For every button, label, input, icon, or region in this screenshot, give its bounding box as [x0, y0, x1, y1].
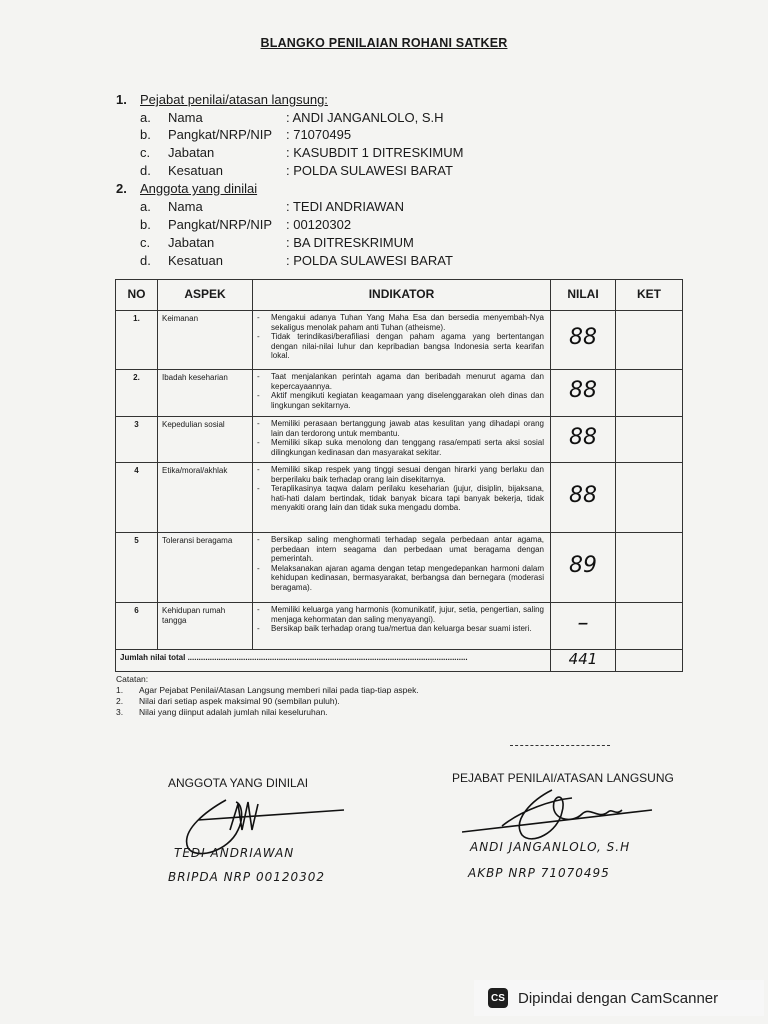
header-no: NO [116, 280, 158, 311]
row-label: Jabatan [168, 235, 215, 250]
note-item [116, 707, 419, 718]
notes-heading: Catatan: [116, 674, 149, 684]
row-letter: c. [140, 145, 151, 160]
row-number: 1. [116, 311, 158, 370]
header-indikator: INDIKATOR [253, 280, 551, 311]
row-number: 4 [116, 463, 158, 533]
table-row [116, 417, 683, 463]
indikator-text: Teraplikasinya taqwa dalam perilaku keseharian (jujur, disiplin, bijaksana, hati-hati dalam bertindak, tidak banyak bicara tapi banyak bekerja, tidak menyakiti orang lain dan tidak suka mengadu domba. [271, 484, 544, 513]
section-2-heading [116, 181, 257, 196]
section-1-heading [116, 92, 328, 107]
row-value: : POLDA SULAWESI BARAT [286, 163, 453, 178]
dashed-line [510, 745, 610, 746]
bullet-dash: - [257, 484, 260, 494]
row-label: Jabatan [168, 145, 215, 160]
indikator-item [257, 419, 544, 438]
table-row [116, 370, 683, 417]
row-value: : KASUBDIT 1 DITRESKIMUM [286, 145, 464, 160]
bullet-dash: - [257, 605, 260, 614]
indikator-text: Melaksanakan ajaran agama dengan tetap mengedepankan harmoni dalam kehidupan kedinasan, bermasyarakat, berbangsa dan bernegara (moderasi beragama). [271, 563, 544, 592]
section-2-number: 2. [116, 181, 127, 196]
note-number: 3. [116, 707, 124, 717]
assessment-table [115, 279, 683, 672]
row-aspek: Toleransi beragama [158, 533, 253, 603]
right-signer-id: AKBP NRP 71070495 [468, 866, 610, 880]
bullet-dash: - [257, 391, 260, 401]
indikator-item [257, 391, 544, 410]
row-value: : 00120302 [286, 217, 352, 232]
row-indikator [253, 603, 551, 650]
row-number: 6 [116, 603, 158, 650]
row-nilai [551, 603, 616, 650]
note-text: Agar Pejabat Penilai/Atasan Langsung memberi nilai pada tiap-tiap aspek. [139, 685, 419, 695]
row-number: 3 [116, 417, 158, 463]
row-nilai [551, 533, 616, 603]
bullet-dash: - [257, 419, 260, 428]
note-text: Nilai yang diinput adalah jumlah nilai keseluruhan. [139, 707, 328, 717]
row-letter: d. [140, 163, 151, 178]
table-row [116, 603, 683, 650]
note-item [116, 696, 419, 707]
nilai-handwritten: 88 [569, 482, 597, 508]
row-indikator [253, 311, 551, 370]
note-number: 2. [116, 696, 124, 706]
table-header-row [116, 280, 683, 311]
indikator-text: Memiliki sikap respek yang tinggi sesuai dengan hirarki yang berlaku dan berperilaku baik terhadap orang lain disekitarnya. [271, 465, 544, 484]
row-indikator [253, 463, 551, 533]
bullet-dash: - [257, 332, 260, 342]
row-aspek: Etika/moral/akhlak [158, 463, 253, 533]
section-1-number: 1. [116, 92, 127, 107]
left-signer-name: TEDI ANDRIAWAN [174, 846, 295, 860]
note-text: Nilai dari setiap aspek maksimal 90 (sembilan puluh). [139, 696, 340, 706]
notes [116, 674, 419, 718]
row-letter: d. [140, 253, 151, 268]
row-number: 5 [116, 533, 158, 603]
indikator-item [257, 313, 544, 332]
right-signature-heading: PEJABAT PENILAI/ATASAN LANGSUNG [452, 771, 674, 785]
indikator-text: Mengakui adanya Tuhan Yang Maha Esa dan bersedia menyembah-Nya sekaligus menolak paham anti Tuhan (atheisme). [271, 313, 544, 332]
indikator-text: Tidak terindikasi/berafiliasi dengan paham agama yang bertentangan dengan nilai-nilai luhur dan kepribadian bangsa Indonesia serta kearifan lokal. [271, 332, 544, 361]
section-2-title: Anggota yang dinilai [140, 181, 258, 196]
row-aspek: Kepedulian sosial [158, 417, 253, 463]
nilai-handwritten: 88 [569, 424, 597, 450]
indikator-item [257, 332, 544, 361]
indikator-item [257, 535, 544, 564]
note-item [116, 685, 419, 696]
indikator-item [257, 624, 544, 634]
total-value-text: 441 [568, 649, 598, 668]
header-nilai: NILAI [551, 280, 616, 311]
row-label: Pangkat/NRP/NIP [168, 127, 273, 142]
section-1-title: Pejabat penilai/atasan langsung: [140, 92, 328, 107]
indikator-text: Memiliki sikap suka menolong dan tenggang rasa/empati serta aksi sosial dilingkungan kedinasan dan masyarakat sekitar. [271, 438, 544, 457]
table-row [116, 533, 683, 603]
row-label: Nama [168, 110, 203, 125]
table-row [116, 463, 683, 533]
left-signature-heading: ANGGOTA YANG DINILAI [168, 776, 309, 790]
row-value: : BA DITRESKRIMUM [286, 235, 414, 250]
right-signer-name: ANDI JANGANLOLO, S.H [470, 840, 631, 854]
bullet-dash: - [257, 313, 260, 322]
row-indikator [253, 533, 551, 603]
row-value: : POLDA SULAWESI BARAT [286, 253, 453, 268]
row-letter: b. [140, 127, 151, 142]
row-label: Kesatuan [168, 163, 223, 178]
total-ket [616, 650, 683, 672]
bullet-dash: - [257, 624, 260, 634]
indikator-item [257, 564, 544, 593]
indikator-text: Memiliki keluarga yang harmonis (komunikatif, jujur, setia, pengertian, saling menjaga kehormatan dan saling menyayangi). [271, 605, 544, 624]
row-letter: b. [140, 217, 151, 232]
indikator-item [257, 438, 544, 457]
row-ket [616, 311, 683, 370]
camscanner-text: Dipindai dengan CamScanner [518, 989, 719, 1007]
total-row [116, 650, 683, 672]
row-aspek: Kehidupan rumah tangga [158, 603, 253, 650]
nilai-handwritten: – [577, 611, 589, 637]
row-ket [616, 603, 683, 650]
indikator-item [257, 484, 544, 513]
document-title: BLANGKO PENILAIAN ROHANI SATKER [260, 36, 508, 50]
row-ket [616, 417, 683, 463]
bullet-dash: - [257, 438, 260, 448]
indikator-text: Aktif mengikuti kegiatan keagamaan yang diselenggarakan oleh dinas dan lingkungan sekitarnya. [271, 391, 544, 410]
bullet-dash: - [257, 535, 260, 544]
row-number: 2. [116, 370, 158, 417]
total-label: Jumlah nilai total .............................................................................................................................. [116, 650, 551, 672]
row-letter: a. [140, 110, 151, 125]
indikator-item [257, 372, 544, 391]
note-number: 1. [116, 685, 124, 695]
row-letter: c. [140, 235, 151, 250]
header-aspek: ASPEK [158, 280, 253, 311]
row-label: Kesatuan [168, 253, 223, 268]
nilai-handwritten: 88 [569, 378, 597, 404]
row-value: : TEDI ANDRIAWAN [286, 199, 404, 214]
indikator-text: Bersikap baik terhadap orang tua/mertua dan keluarga besar suami isteri. [271, 624, 532, 634]
nilai-handwritten: 89 [569, 552, 597, 578]
row-nilai [551, 463, 616, 533]
row-aspek: Keimanan [158, 311, 253, 370]
bullet-dash: - [257, 372, 260, 381]
table-row [116, 311, 683, 370]
row-value: : 71070495 [286, 127, 352, 142]
header-ket: KET [616, 280, 683, 311]
indikator-text: Bersikap saling menghormati terhadap segala perbedaan antar agama, perbedaan intern seagama dan perbedaan umat beragama dengan pemerintah. [271, 535, 544, 564]
row-nilai [551, 417, 616, 463]
indikator-text: Memiliki perasaan bertanggung jawab atas kesulitan yang dihadapi orang lain dan terdorong untuk membantu. [271, 419, 544, 438]
indikator-text: Taat menjalankan perintah agama dan beribadah menurut agama dan kepercayaannya. [271, 372, 544, 391]
row-indikator [253, 370, 551, 417]
row-nilai [551, 311, 616, 370]
row-aspek: Ibadah keseharian [158, 370, 253, 417]
nilai-handwritten: 88 [569, 325, 597, 351]
row-letter: a. [140, 199, 151, 214]
indikator-item [257, 465, 544, 484]
bullet-dash: - [257, 563, 260, 573]
row-label: Pangkat/NRP/NIP [168, 217, 273, 232]
bullet-dash: - [257, 465, 260, 474]
indikator-item [257, 605, 544, 624]
camscanner-logo-icon: CS [488, 988, 508, 1008]
left-signer-id: BRIPDA NRP 00120302 [168, 870, 326, 884]
row-ket [616, 370, 683, 417]
row-value: : ANDI JANGANLOLO, S.H [286, 110, 444, 125]
row-ket [616, 533, 683, 603]
camscanner-badge [474, 980, 764, 1016]
row-indikator [253, 417, 551, 463]
total-value [551, 650, 616, 672]
row-nilai [551, 370, 616, 417]
row-ket [616, 463, 683, 533]
row-label: Nama [168, 199, 203, 214]
